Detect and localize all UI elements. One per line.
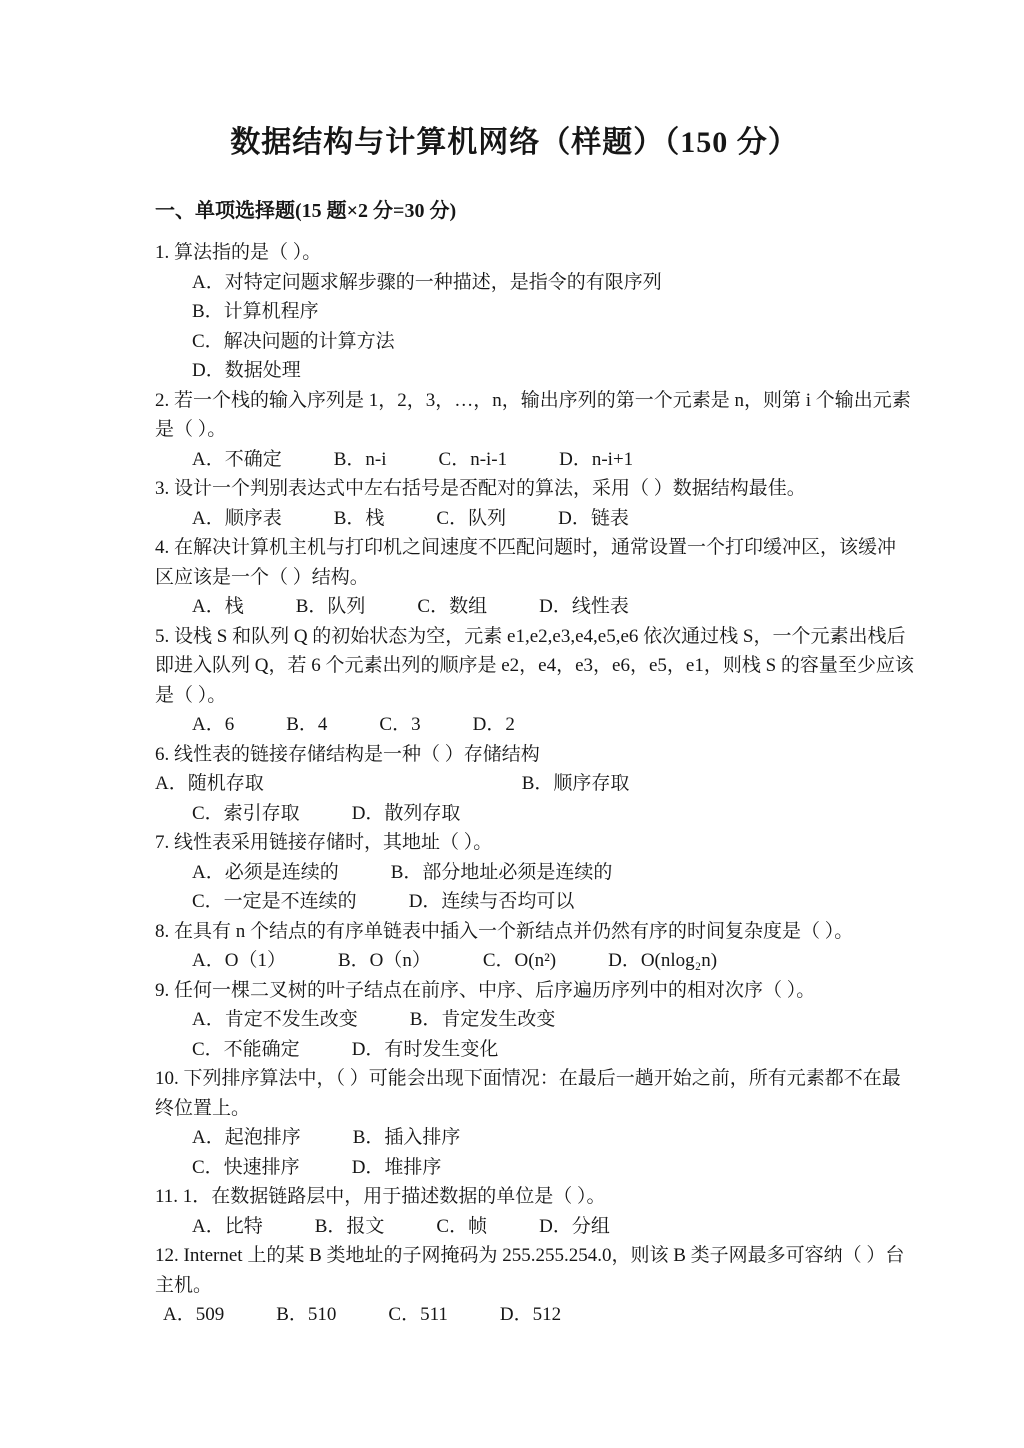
option: A．起泡排序 xyxy=(192,1127,301,1148)
option: A．栈 xyxy=(192,596,244,617)
question-stem-line: 即进入队列 Q，若 6 个元素出列的顺序是 e2，e4，e3，e6，e5，e1，则栈 S 的容量至少应该 xyxy=(155,655,914,676)
option: C．解决问题的计算方法 xyxy=(192,330,395,352)
option-row xyxy=(155,799,874,829)
option-row xyxy=(155,445,874,475)
option: D．n-i+1 xyxy=(559,448,634,470)
question-stem-line: 3. 设计一个判别表达式中左右括号是否配对的算法，采用（ ）数据结构最佳。 xyxy=(155,478,806,499)
option: D．链表 xyxy=(558,507,629,529)
question-9 xyxy=(155,976,874,1065)
question-5 xyxy=(155,622,914,740)
option-row xyxy=(155,1035,874,1065)
option: C．511 xyxy=(388,1304,448,1325)
option: B．插入排序 xyxy=(352,1127,461,1148)
question-stem-line: 11. 1．在数据链路层中，用于描述数据的单位是（ ）。 xyxy=(155,1186,606,1207)
option: B．报文 xyxy=(314,1215,385,1237)
question-stem-line: 9. 任何一棵二叉树的叶子结点在前序、中序、后序遍历序列中的相对次序（ ）。 xyxy=(155,979,816,1001)
question-stem-line: 1. 算法指的是（ ）。 xyxy=(155,242,322,263)
question-11 xyxy=(155,1182,874,1241)
option-row xyxy=(155,297,874,327)
option: C．O(n²) xyxy=(482,950,557,971)
option: A．6 xyxy=(192,714,235,735)
option-row xyxy=(155,1005,874,1035)
option: C．数组 xyxy=(417,596,488,617)
question-12 xyxy=(155,1241,905,1330)
option: D．数据处理 xyxy=(192,360,301,381)
question-7 xyxy=(155,828,874,917)
option: B．队列 xyxy=(295,596,366,617)
option: B．n-i xyxy=(333,448,387,470)
option-row xyxy=(155,946,874,976)
option: A．比特 xyxy=(192,1215,263,1237)
section-heading: 一、单项选择题(15 题×2 分=30 分) xyxy=(155,200,457,222)
question-1 xyxy=(155,238,874,386)
option: C．队列 xyxy=(436,507,507,529)
question-stem-line: 主机。 xyxy=(155,1274,213,1296)
option: D．有时发生变化 xyxy=(351,1038,499,1060)
option-row xyxy=(155,327,874,357)
question-stem-line: 7. 线性表采用链接存储时，其地址（ ）。 xyxy=(155,832,493,853)
question-stem-line: 2. 若一个栈的输入序列是 1，2，3，…，n，输出序列的第一个元素是 n，则第 i 个输出元素 xyxy=(155,389,911,411)
question-stem-line: 5. 设栈 S 和队列 Q 的初始状态为空，元素 e1,e2,e3,e4,e5,e6 依次通过栈 S，一个元素出栈后 xyxy=(155,625,906,647)
question-stem-line: 10. 下列排序算法中，（ ）可能会出现下面情况：在最后一趟开始之前，所有元素都不在最 xyxy=(155,1068,901,1089)
question-stem-line: 区应该是一个（ ）结构。 xyxy=(155,566,369,588)
option: C．一定是不连续的 xyxy=(192,891,357,912)
option: D．连续与否均可以 xyxy=(408,891,575,912)
option-row xyxy=(155,356,874,386)
option: A．对特定问题求解步骤的一种描述，是指令的有限序列 xyxy=(192,271,662,293)
option-row xyxy=(155,504,874,534)
option-row xyxy=(155,1123,874,1153)
option: C．不能确定 xyxy=(192,1038,300,1060)
question-4 xyxy=(155,533,897,622)
option-row xyxy=(155,1212,874,1242)
exam-title: 数据结构与计算机网络（样题）（150 分） xyxy=(230,126,799,159)
question-10 xyxy=(155,1064,901,1182)
option: A．肯定不发生改变 xyxy=(192,1009,358,1030)
option: A．509 xyxy=(163,1304,225,1325)
option: D．O(nlog₂n) xyxy=(608,950,718,971)
question-6 xyxy=(155,740,874,829)
option: B．计算机程序 xyxy=(192,301,319,322)
option: D．512 xyxy=(499,1304,562,1325)
question-stem-line: 6. 线性表的链接存储结构是一种（ ）存储结构 xyxy=(155,743,540,765)
option: A．O（1） xyxy=(192,950,286,971)
option: D．线性表 xyxy=(539,596,629,617)
option: B．栈 xyxy=(333,507,385,529)
option-row xyxy=(155,1300,874,1330)
option: C．n-i-1 xyxy=(438,448,508,470)
option-row xyxy=(155,769,874,799)
option: A．不确定 xyxy=(192,448,282,470)
option-row xyxy=(155,1153,874,1183)
option: A．随机存取 xyxy=(155,773,264,794)
option: B．O（n） xyxy=(337,950,431,971)
option-row xyxy=(155,887,874,917)
question-stem-line: 是（ ）。 xyxy=(155,419,227,440)
question-8 xyxy=(155,917,874,976)
option: C．帧 xyxy=(436,1215,488,1237)
option: C．索引存取 xyxy=(192,802,300,824)
option: D．散列存取 xyxy=(351,802,461,824)
option: B．部分地址必须是连续的 xyxy=(390,861,613,883)
question-stem-line: 是（ ）。 xyxy=(155,684,227,706)
option: B．510 xyxy=(276,1304,337,1325)
option-row xyxy=(155,592,874,622)
question-2 xyxy=(155,386,911,475)
question-stem-line: 4. 在解决计算机主机与打印机之间速度不匹配问题时，通常设置一个打印缓冲区，该缓冲 xyxy=(155,537,897,558)
option: B．肯定发生改变 xyxy=(409,1009,556,1030)
question-stem-line: 12. Internet 上的某 B 类地址的子网掩码为 255.255.254.0，则该 B 类子网最多可容纳（ ）台 xyxy=(155,1245,905,1266)
option: A．顺序表 xyxy=(192,507,282,529)
option: D．2 xyxy=(472,714,515,735)
option: B．4 xyxy=(286,714,328,735)
option: D．堆排序 xyxy=(351,1156,442,1178)
question-stem-line: 8. 在具有 n 个结点的有序单链表中插入一个新结点并仍然有序的时间复杂度是（ ）。 xyxy=(155,920,854,942)
question-stem-line: 终位置上。 xyxy=(155,1097,251,1119)
question-3 xyxy=(155,474,874,533)
option-row xyxy=(155,710,874,740)
option: C．3 xyxy=(379,714,421,735)
question-list xyxy=(155,238,914,1330)
option: B．顺序存取 xyxy=(521,773,630,794)
option: D．分组 xyxy=(539,1215,610,1237)
option-row xyxy=(155,858,874,888)
option: A．必须是连续的 xyxy=(192,861,339,883)
option: C．快速排序 xyxy=(192,1156,300,1178)
option-row xyxy=(155,268,874,298)
